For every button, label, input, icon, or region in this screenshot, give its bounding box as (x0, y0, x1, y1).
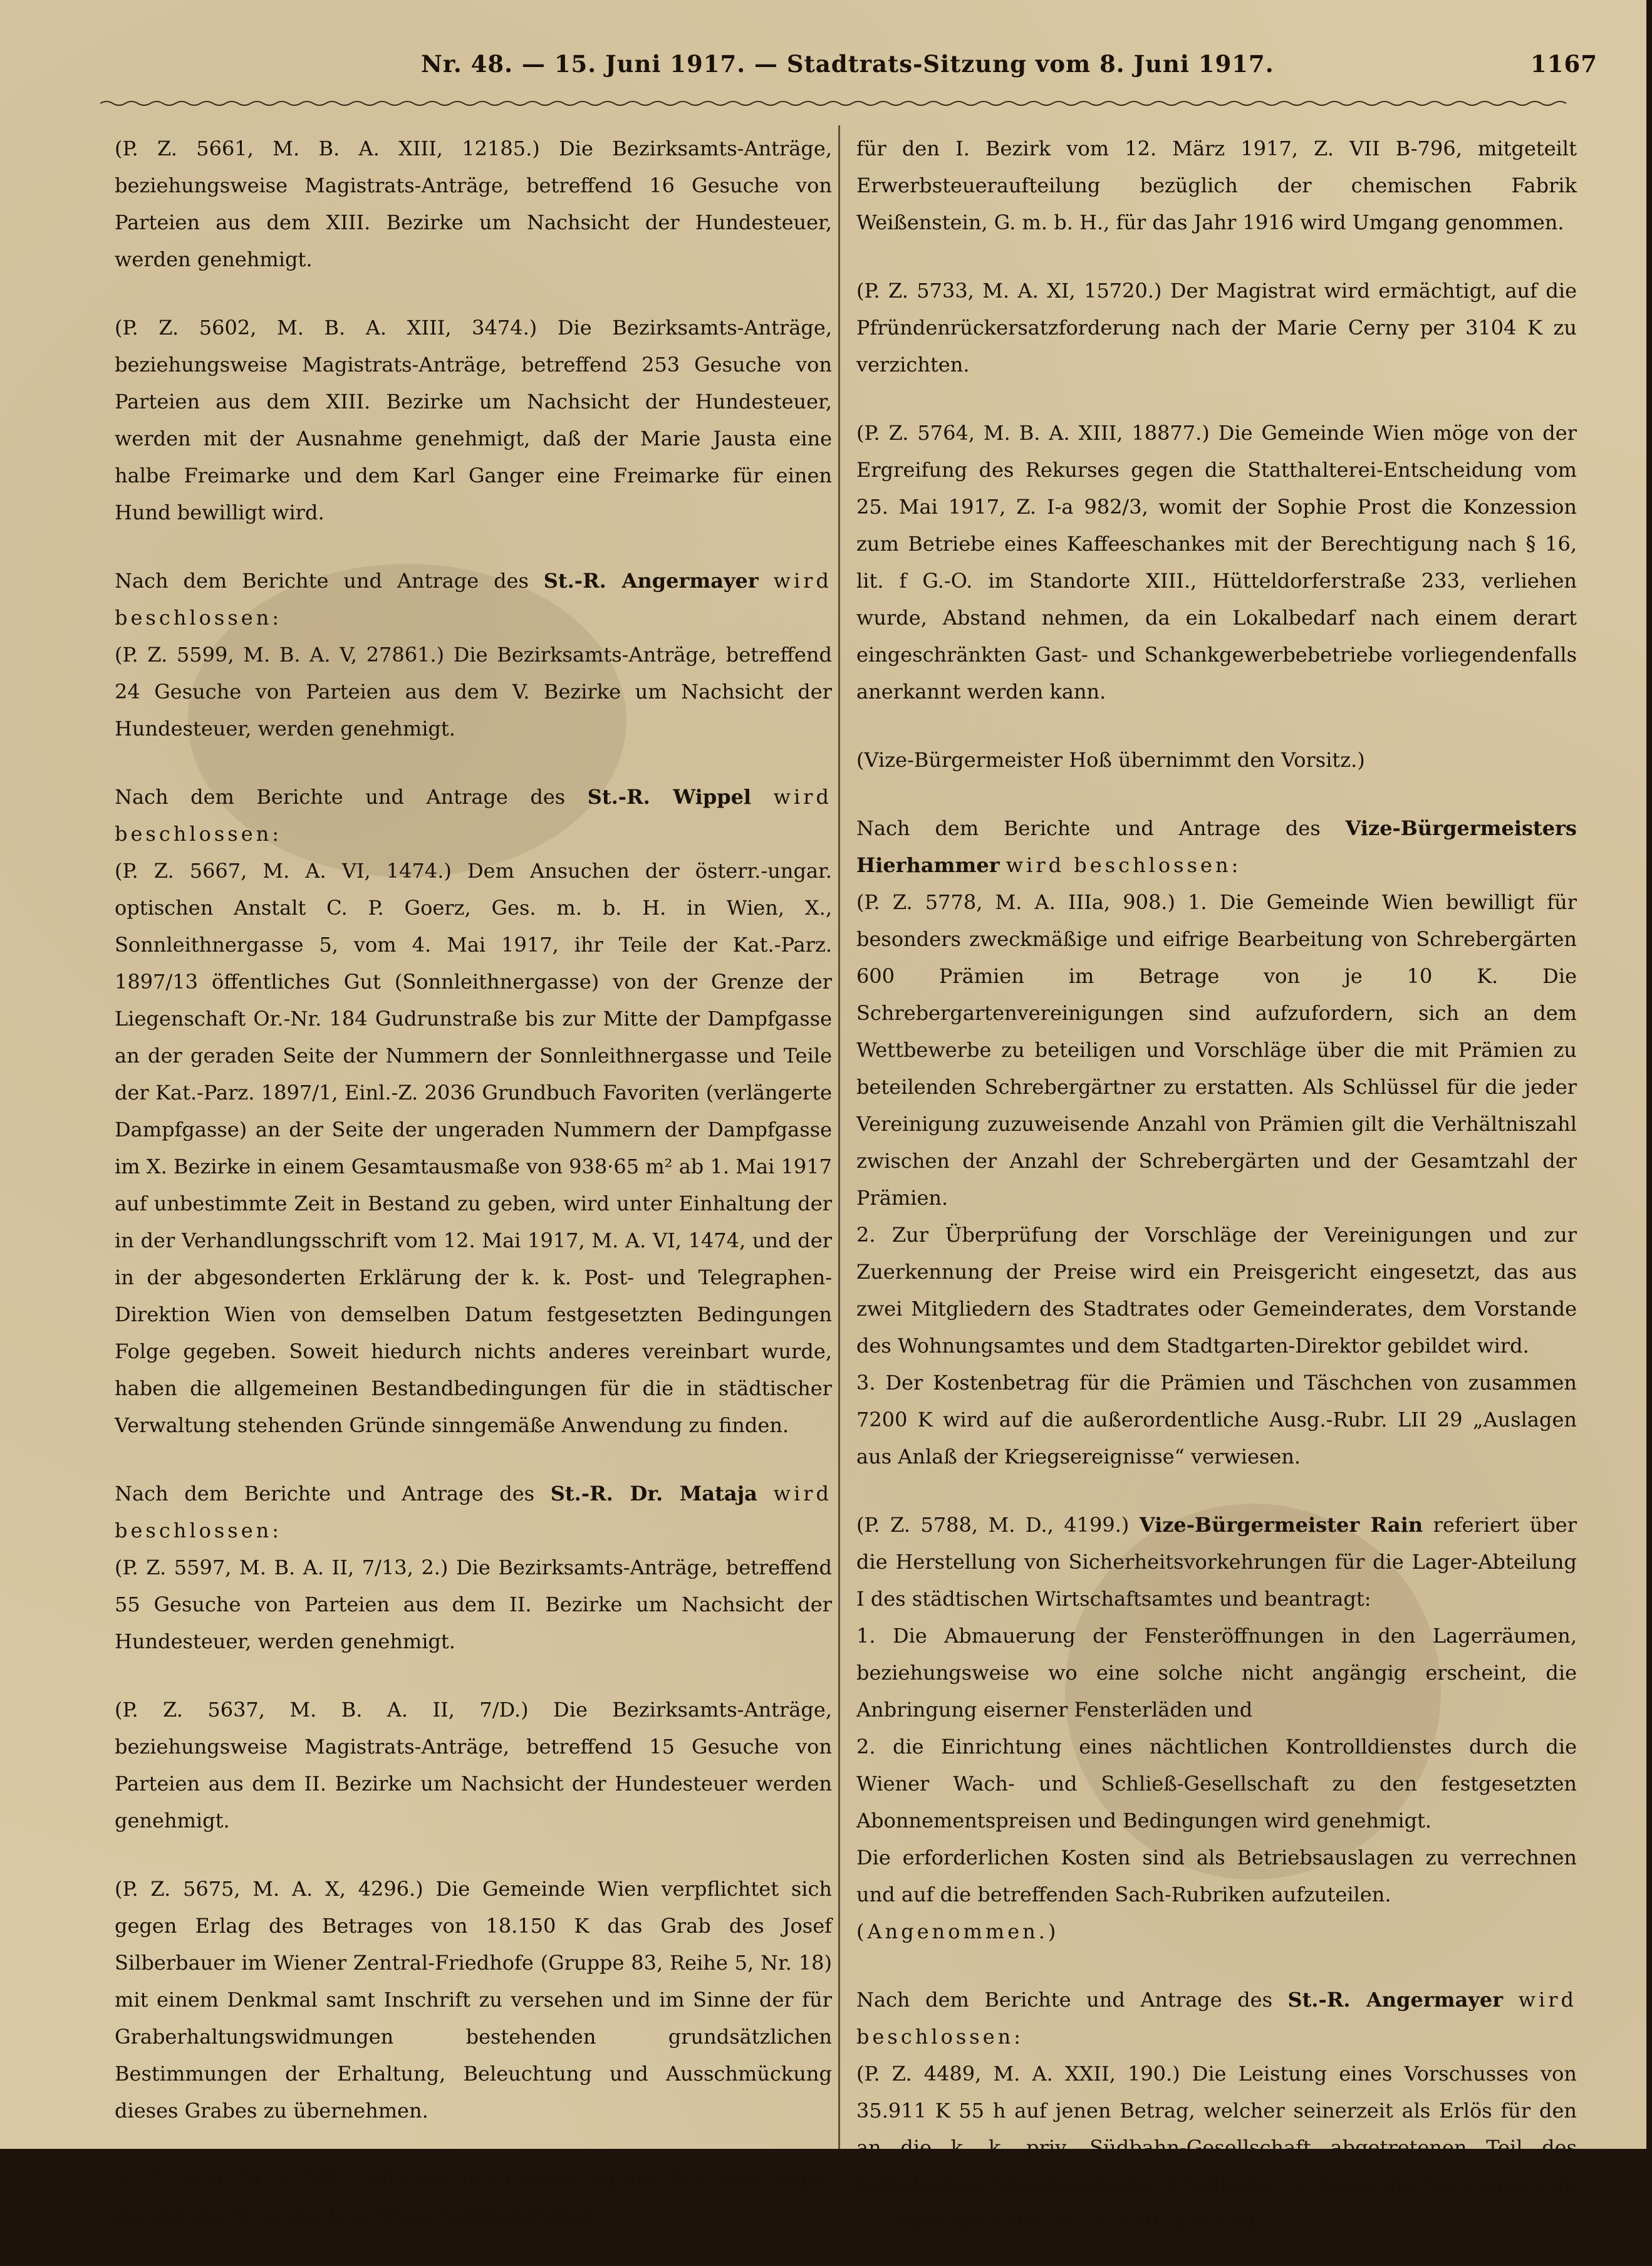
resolution-intro (115, 563, 832, 637)
resolution-paragraph: (P. Z. 5675, M. A. X, 4296.) Die Gemeinde Wien verpflichtet sich gegen Erlag des Betrages von 18.150 K das Grab des Josef Silberbauer im Wiener Zentral-Friedhofe (Gruppe 83, Reihe 5, Nr. 18) mit einem Denkmal samt Inschrift zu versehen und im Sinne der für Graberhaltungswidmungen bestehenden grundsätzlichen Bestimmungen der Erhaltung, Beleuchtung und Ausschmückung dieses Grabes zu übernehmen. (115, 1877, 832, 2123)
intro-lead: Nach dem Berichte und Antrage des (856, 1988, 1288, 2012)
intro-trail: wird beschlossen: (115, 1482, 833, 1542)
councillor-name: Vize-Bürgermeisters Hierhammer (856, 816, 1577, 877)
resolution-intro (115, 779, 832, 853)
resolution-paragraph: (P. Z. 5764, M. B. A. XIII, 18877.) Die Gemeinde Wien möge von der Ergreifung des Rekurses gegen die Statthalterei-Entscheidung vom 25. Mai 1917, Z. I-a 982/3, womit der Sophie Prost die Konzession zum Betriebe eines Kaffeeschankes mit der Berechtigung nach § 16, lit. f G.-O. im Standorte XIII., Hütteldorferstraße 233, verliehen wurde, Abstand nehmen, da ein Lokalbedarf nach einem derart eingeschränkten Gast- und Schankgewerbebetriebe vorliegendenfalls anerkannt werden kann. (856, 421, 1577, 704)
chair-note: (Vize-Bürgermeister Hoß übernimmt den Vorsitz.) (856, 748, 1365, 772)
page-number: 1167 (1530, 50, 1597, 78)
resolution-paragraph: (P. Z. 5637, M. B. A. II, 7/D.) Die Bezirksamts-Anträge, beziehungsweise Magistrats-Anträge, betreffend 15 Gesuche von Parteien aus dem II. Bezirke um Nachsicht der Hundesteuer werden genehmigt. (115, 1698, 832, 1832)
resolution-paragraph: 2. die Einrichtung eines nächtlichen Kontrolldienstes durch die Wiener Wach- und Schließ-Gesellschaft zu den festgesetzten Abonnementspreisen und Bedingungen wird genehmigt. (856, 1735, 1577, 1832)
resolution-paragraph: (P. Z. 5661, M. B. A. XIII, 12185.) Die Bezirksamts-Anträge, beziehungsweise Magistrats-Anträge, betreffend 16 Gesuche von Parteien aus dem XIII. Bezirke um Nachsicht der Hundesteuer, werden genehmigt. (115, 137, 832, 271)
intro-lead: Nach dem Berichte und Antrage des (115, 1482, 551, 1505)
resolution-paragraph: (P. Z. 4489, M. A. XXII, 190.) Die Leistung eines Vorschusses von 35.911 K 55 h auf jenen Betrag, welcher seinerzeit als Erlös für den an die k. k. priv. Südbahn-Gesellschaft abgetretenen Teil des katholischen Matzleinsdorfer Friedhofes im Sinne des Vertrages vom 5. Dezember 1905, M. A. XXII, 2412/04, (856, 2062, 1577, 2233)
resolution-intro (856, 810, 1577, 884)
resolution-paragraph: (P. Z. 5597, M. B. A. II, 7/13, 2.) Die Bezirksamts-Anträge, betreffend 55 Gesuche von Parteien aus dem II. Bezirke um Nachsicht der Hundesteuer, werden genehmigt. (115, 1556, 832, 1653)
intro-trail: wird beschlossen: (1005, 853, 1242, 877)
resolution-paragraph: für den I. Bezirk vom 12. März 1917, Z. VII B-796, mitgeteilt Erwerbsteueraufteilung bezüglich der chemischen Fabrik Weißenstein, G. m. b. H., für das Jahr 1916 wird Umgang genommen. (856, 137, 1577, 234)
intro-lead: Nach dem Berichte und Antrage des (115, 785, 588, 809)
resolution-paragraph: (P. Z. 5667, M. A. VI, 1474.) Dem Ansuchen der österr.-ungar. optischen Anstalt C. P. Goerz, Ges. m. b. H. in Wien, X., Sonnleithnergasse 5, vom 4. Mai 1917, ihr Teile der Kat.-Parz. 1897/13 öffentliches Gut (Sonnleithnergasse) von der Grenze der Liegenschaft Or.-Nr. 184 Gudrunstraße bis zur Mitte der Dampfgasse an der geraden Seite der Nummern der Sonnleithnergasse und Teile der Kat.-Parz. 1897/1, Einl.-Z. 2036 Grundbuch Favoriten (verlängerte Dampfgasse) an der Seite der ungeraden Nummern der Dampfgasse im X. Bezirke in einem Gesamtausmaße von 938·65 m² ab 1. Mai 1917 auf unbestimmte Zeit in Bestand zu geben, wird unter Einhaltung der in der Verhandlungsschrift vom 12. Mai 1917, M. A. VI, 1474, und der in der abgesonderten Erklärung der k. k. Post- und Telegraphen-Direktion Wien von demselben Datum festgesetzten Bedingungen Folge gegeben. Soweit hiedurch nichts anderes vereinbart wurde, haben die allgemeinen Bestandbedingungen für die in städtischer Verwaltung stehenden Gründe sinngemäße Anwendung zu finden. (115, 859, 832, 1437)
resolution-paragraph: 2. Zur Überprüfung der Vorschläge der Vereinigungen und zur Zuerkennung der Preise wird ein Preisgericht eingesetzt, das aus zwei Mitgliedern des Stadtrates oder Gemeinderates, dem Vorstande des Wohnungsamtes und dem Stadtgarten-Direktor gebildet wird. (856, 1223, 1577, 1358)
resolution-paragraph: (P. Z. 5599, M. B. A. V, 27861.) Die Bezirksamts-Anträge, betreffend 24 Gesuche von Parteien aus dem V. Bezirke um Nachsicht der Hundesteuer, werden genehmigt. (115, 643, 832, 741)
intro-lead: Nach dem Berichte und Antrage des (115, 569, 544, 593)
intro-lead: Nach dem Berichte und Antrage des (856, 816, 1346, 840)
header-wavy-rule (100, 98, 1572, 108)
councillor-name: St.-R. Angermayer (543, 569, 759, 593)
resolution-paragraph: (P. Z. 5602, M. B. A. XIII, 3474.) Die Bezirksamts-Anträge, beziehungsweise Magistrats-Anträge, betreffend 253 Gesuche von Parteien aus dem XIII. Bezirke um Nachsicht der Hundesteuer, werden mit der Ausnahme genehmigt, daß der Marie Jausta eine halbe Freimarke und dem Karl Ganger eine Freimarke für einen Hund bewilligt wird. (115, 316, 832, 524)
resolution-paragraph: (P. Z. 5778, M. A. IIIa, 908.) 1. Die Gemeinde Wien bewilligt für besonders zweckmäßige und eifrige Bearbeitung von Schrebergärten 600 Prämien im Betrage von je 10 K. Die Schrebergartenvereinigungen sind aufzufordern, sich an dem Wettbewerbe zu beteiligen und Vorschläge über die mit Prämien zu beteilenden Schrebergärtner zu erstatten. Als Schlüssel für die jeder Vereinigung zuzuweisende Anzahl von Prämien gilt die Verhältniszahl zwischen der Anzahl der Schrebergärten und der Gesamtzahl der Prämien. (856, 890, 1577, 1210)
left-column (115, 130, 832, 2266)
adopted-note: (Angenommen.) (856, 1920, 1059, 1943)
resolution-intro (856, 1982, 1577, 2056)
right-column (856, 130, 1577, 2240)
page-header (351, 50, 1597, 88)
resolution-paragraph: (P. Z. 5691, M. A. XIX, 700.) Von der Ergreifung des Rekurses gegen die mit der Note der k. k. Steueradministration (115, 2167, 832, 2228)
intro-trail: wird beschlossen: (115, 569, 832, 630)
column-divider (838, 125, 840, 2149)
councillor-name: St.-R. Dr. Mataja (550, 1482, 757, 1505)
resolution-paragraph: 1. Die Abmauerung der Fensteröffnungen in den Lagerräumen, beziehungsweise wo eine solche nicht angängig erscheint, die Anbringung eiserner Fensterläden und (856, 1624, 1577, 1722)
resolution-paragraph: Die erforderlichen Kosten sind als Betriebsauslagen zu verrechnen und auf die betreffenden Sach-Rubriken aufzuteilen. (856, 1846, 1577, 1906)
councillor-name: St.-R. Angermayer (1287, 1988, 1504, 2012)
resolution-intro (115, 1475, 832, 1549)
resolution-paragraph (856, 1507, 1577, 1618)
councillor-name: St.-R. Wippel (587, 785, 752, 809)
paragraph-text: referiert über die Herstellung von Sicherheitsvorkehrungen für die Lager-Abteilung I des städtischen Wirtschaftsamtes und beantragt: (856, 1513, 1577, 1611)
resolution-paragraph: (P. Z. 5733, M. A. XI, 15720.) Der Magistrat wird ermächtigt, auf die Pfründenrückersatzforderung nach der Marie Cerny per 3104 K zu verzichten. (856, 279, 1577, 377)
intro-trail: wird beschlossen: (856, 1988, 1577, 2049)
intro-trail: wird beschlossen: (115, 785, 833, 846)
speaker-name: Vize-Bürgermeister Rain (1139, 1513, 1423, 1537)
header-title: Nr. 48. — 15. Juni 1917. — Stadtrats-Sitzung vom 8. Juni 1917. (421, 50, 1274, 78)
reference-number: (P. Z. 5788, M. D., 4199.) (856, 1513, 1140, 1537)
resolution-paragraph: 3. Der Kostenbetrag für die Prämien und Täschchen von zusammen 7200 K wird auf die außerordentliche Ausg.-Rubr. LII 29 „Auslagen aus Anlaß der Kriegsereignisse“ verwiesen. (856, 1371, 1577, 1468)
